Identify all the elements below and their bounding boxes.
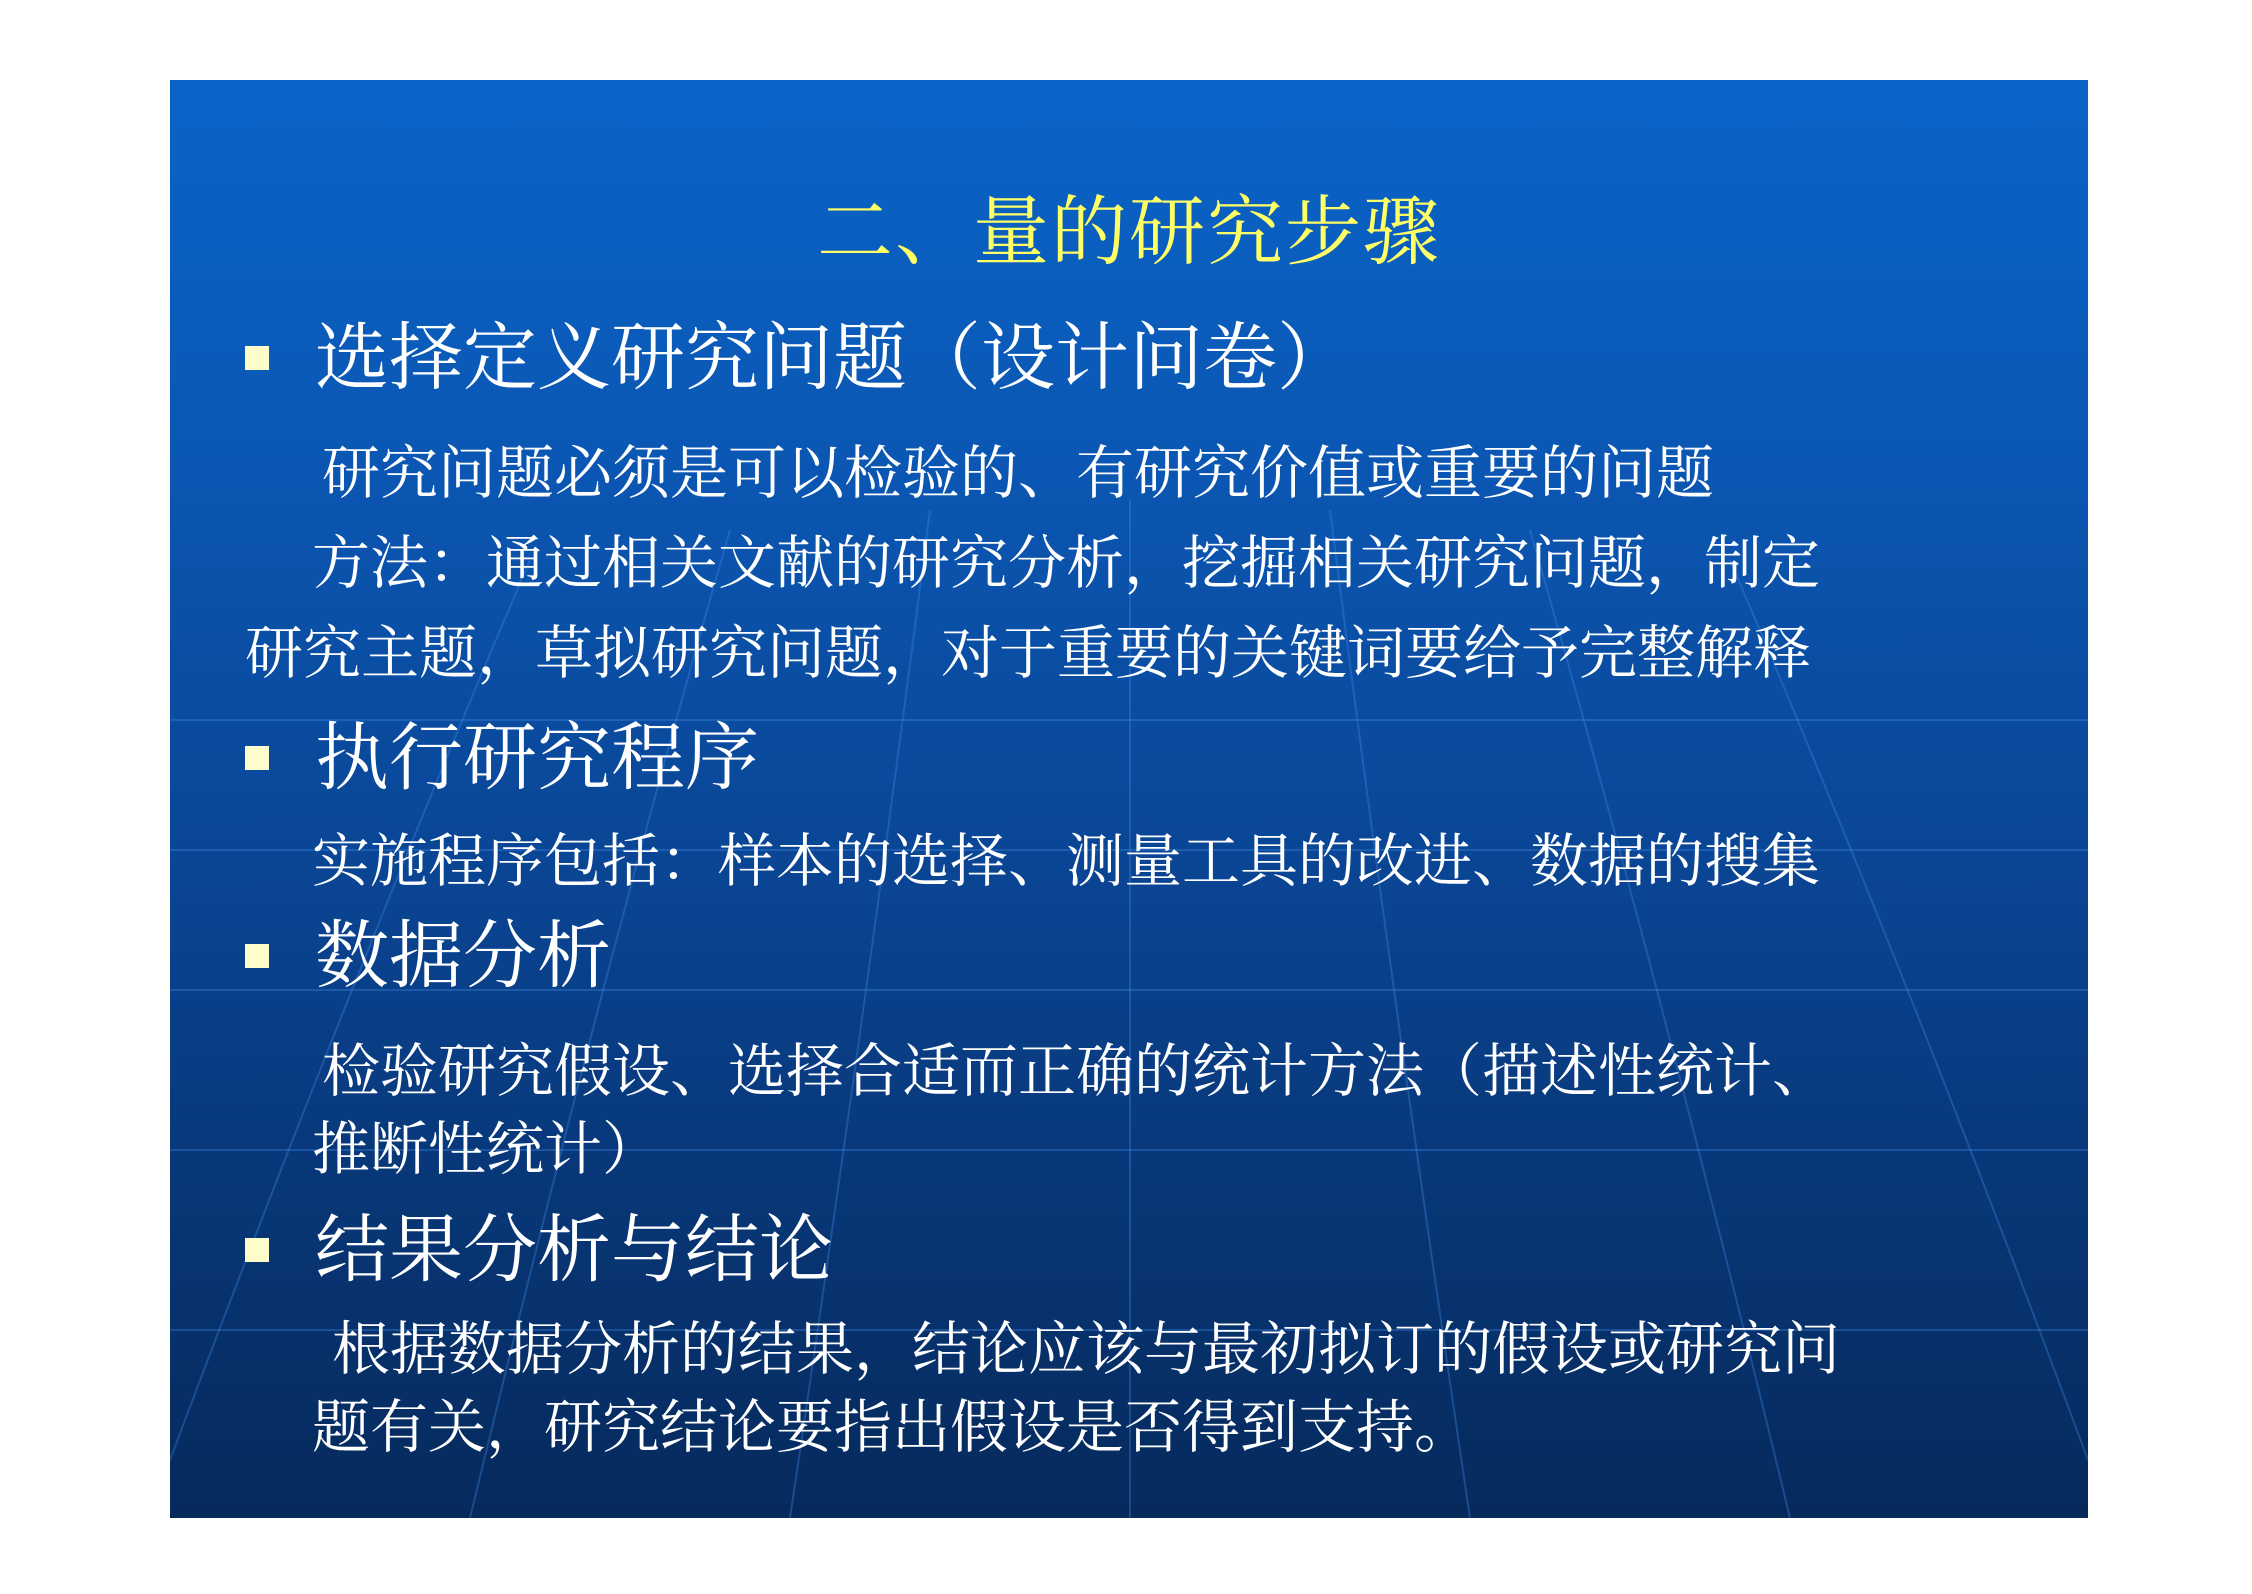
square-bullet-icon [245, 746, 269, 770]
bullet-heading: 结果分析与结论 [315, 1207, 833, 1293]
body-line: 题有关，研究结论要指出假设是否得到支持。 [312, 1393, 1473, 1461]
bullet-item-results-conclusion [245, 1200, 833, 1300]
bullet-item-execute-procedure [245, 708, 759, 808]
slide-title: 二、量的研究步骤 [817, 187, 1441, 276]
body-line: 方法：通过相关文献的研究分析，挖掘相关研究问题，制定 [312, 529, 1821, 597]
slide [170, 80, 2088, 1518]
body-line: 研究主题，草拟研究问题，对于重要的关键词要给予完整解释 [245, 619, 1812, 687]
body-line: 实施程序包括：样本的选择、测量工具的改进、数据的搜集 [312, 827, 1821, 895]
slide-content [170, 80, 2088, 1518]
bullet-item-define-question [245, 308, 1351, 408]
bullet-heading: 选择定义研究问题（设计问卷） [315, 315, 1351, 401]
bullet-heading: 数据分析 [315, 913, 611, 999]
body-line: 检验研究假设、选择合适而正确的统计方法（描述性统计、 [322, 1037, 1831, 1105]
body-line: 根据数据分析的结果，结论应该与最初拟订的假设或研究问 [332, 1315, 1841, 1383]
square-bullet-icon [245, 1238, 269, 1262]
square-bullet-icon [245, 944, 269, 968]
body-line: 推断性统计） [312, 1115, 661, 1183]
bullet-item-data-analysis [245, 906, 611, 1006]
body-line: 研究问题必须是可以检验的、有研究价值或重要的问题 [322, 439, 1715, 507]
square-bullet-icon [245, 346, 269, 370]
bullet-heading: 执行研究程序 [315, 715, 759, 801]
